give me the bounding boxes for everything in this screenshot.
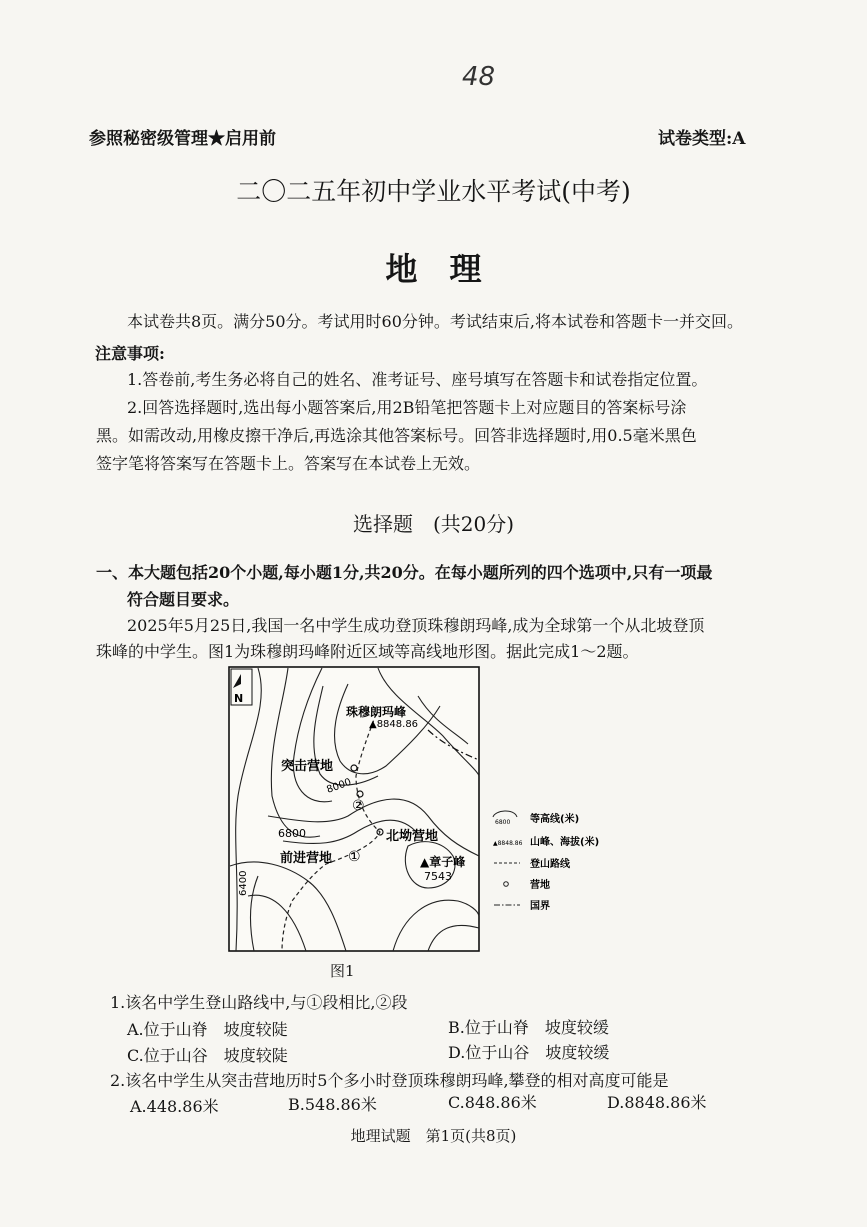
legend-contour-label: 等高线(米)	[530, 814, 580, 825]
question-2-option-d: D.8848.86米	[607, 1093, 707, 1112]
peak2-name-label: ▲章子峰	[420, 855, 466, 869]
exam-intro: 本试卷共8页。满分50分。考试用时60分钟。考试结束后,将本试卷和答题卡一并交回。	[127, 312, 743, 331]
camp-advance-label: 前进营地	[280, 851, 333, 866]
peak2-elevation-label: 7543	[424, 870, 452, 883]
subject-title: 地 理	[385, 250, 482, 288]
security-level-note: 参照秘密级管理★启用前	[89, 129, 276, 149]
north-label: N	[234, 692, 244, 705]
question-1-option-c: C.位于山谷 坡度较陡	[127, 1046, 288, 1065]
contour-label-6400: 6400	[238, 870, 249, 896]
peak-name-label: 珠穆朗玛峰	[346, 705, 407, 719]
notice-heading: 注意事项:	[95, 344, 165, 363]
legend-route-label: 登山路线	[530, 859, 570, 870]
map-legend	[490, 804, 620, 914]
legend-peak-sample: ▲8848.86	[493, 840, 523, 847]
camp-north-col-label: 北坳营地	[386, 829, 439, 844]
passage-line-2: 珠峰的中学生。图1为珠穆朗玛峰附近区域等高线地形图。据此完成1～2题。	[96, 642, 639, 661]
section-title: 选择题 (共20分)	[352, 512, 515, 536]
question-2-stem: 2.该名中学生从突击营地历时5个多小时登顶珠穆朗玛峰,攀登的相对高度可能是	[110, 1071, 669, 1090]
notice-item-2-line-2: 黑。如需改动,用橡皮擦干净后,再选涂其他答案标号。回答非选择题时,用0.5毫米黑色	[96, 426, 697, 445]
legend-camp-label: 营地	[530, 880, 550, 891]
legend-peak-label: 山峰、海拔(米)	[530, 837, 600, 848]
question-1-option-b: B.位于山脊 坡度较缓	[448, 1018, 609, 1037]
exam-title: 二〇二五年初中学业水平考试(中考)	[236, 177, 631, 206]
legend-contour-icon	[493, 811, 517, 817]
notice-item-2-line-1: 2.回答选择题时,选出每小题答案后,用2B铅笔把答题卡上对应题目的答案标号涂	[127, 398, 687, 417]
contour-map	[228, 666, 480, 952]
figure-caption: 图1	[330, 962, 355, 980]
notice-item-2-line-3: 签字笔将答案写在答题卡上。答案写在本试卷上无效。	[96, 454, 481, 473]
contour-label-6800: 6800	[278, 827, 306, 840]
question-1-stem: 1.该名中学生登山路线中,与①段相比,②段	[110, 993, 408, 1012]
peak-elevation-label: ▲8848.86	[369, 719, 419, 730]
legend-border-label: 国界	[530, 901, 550, 912]
route-segment-2-marker: ②	[352, 798, 365, 814]
part1-heading-line-2: 符合题目要求。	[127, 590, 240, 609]
paper-type: 试卷类型:A	[658, 129, 746, 149]
notice-item-1: 1.答卷前,考生务必将自己的姓名、准考证号、座号填写在答题卡和试卷指定位置。	[127, 370, 708, 389]
camp-assault-label: 突击营地	[281, 759, 334, 774]
question-1-option-d: D.位于山谷 坡度较缓	[448, 1043, 610, 1062]
legend-camp-icon	[504, 882, 509, 887]
question-2-option-a: A.448.86米	[130, 1097, 219, 1116]
question-2-option-c: C.848.86米	[448, 1093, 537, 1112]
legend-contour-sample: 6800	[495, 819, 511, 826]
question-1-option-a: A.位于山脊 坡度较陡	[127, 1020, 288, 1039]
page-footer: 地理试题 第1页(共8页)	[350, 1127, 517, 1145]
question-2-option-b: B.548.86米	[288, 1095, 377, 1114]
contour-label-8000: 8000	[325, 776, 353, 796]
passage-line-1: 2025年5月25日,我国一名中学生成功登顶珠穆朗玛峰,成为全球第一个从北坡登顶	[127, 616, 705, 635]
handwritten-page-mark: 48	[462, 62, 496, 92]
part1-heading-line-1: 一、本大题包括20个小题,每小题1分,共20分。在每小题所列的四个选项中,只有一项最	[96, 563, 713, 582]
route-segment-1-marker: ①	[348, 849, 361, 865]
